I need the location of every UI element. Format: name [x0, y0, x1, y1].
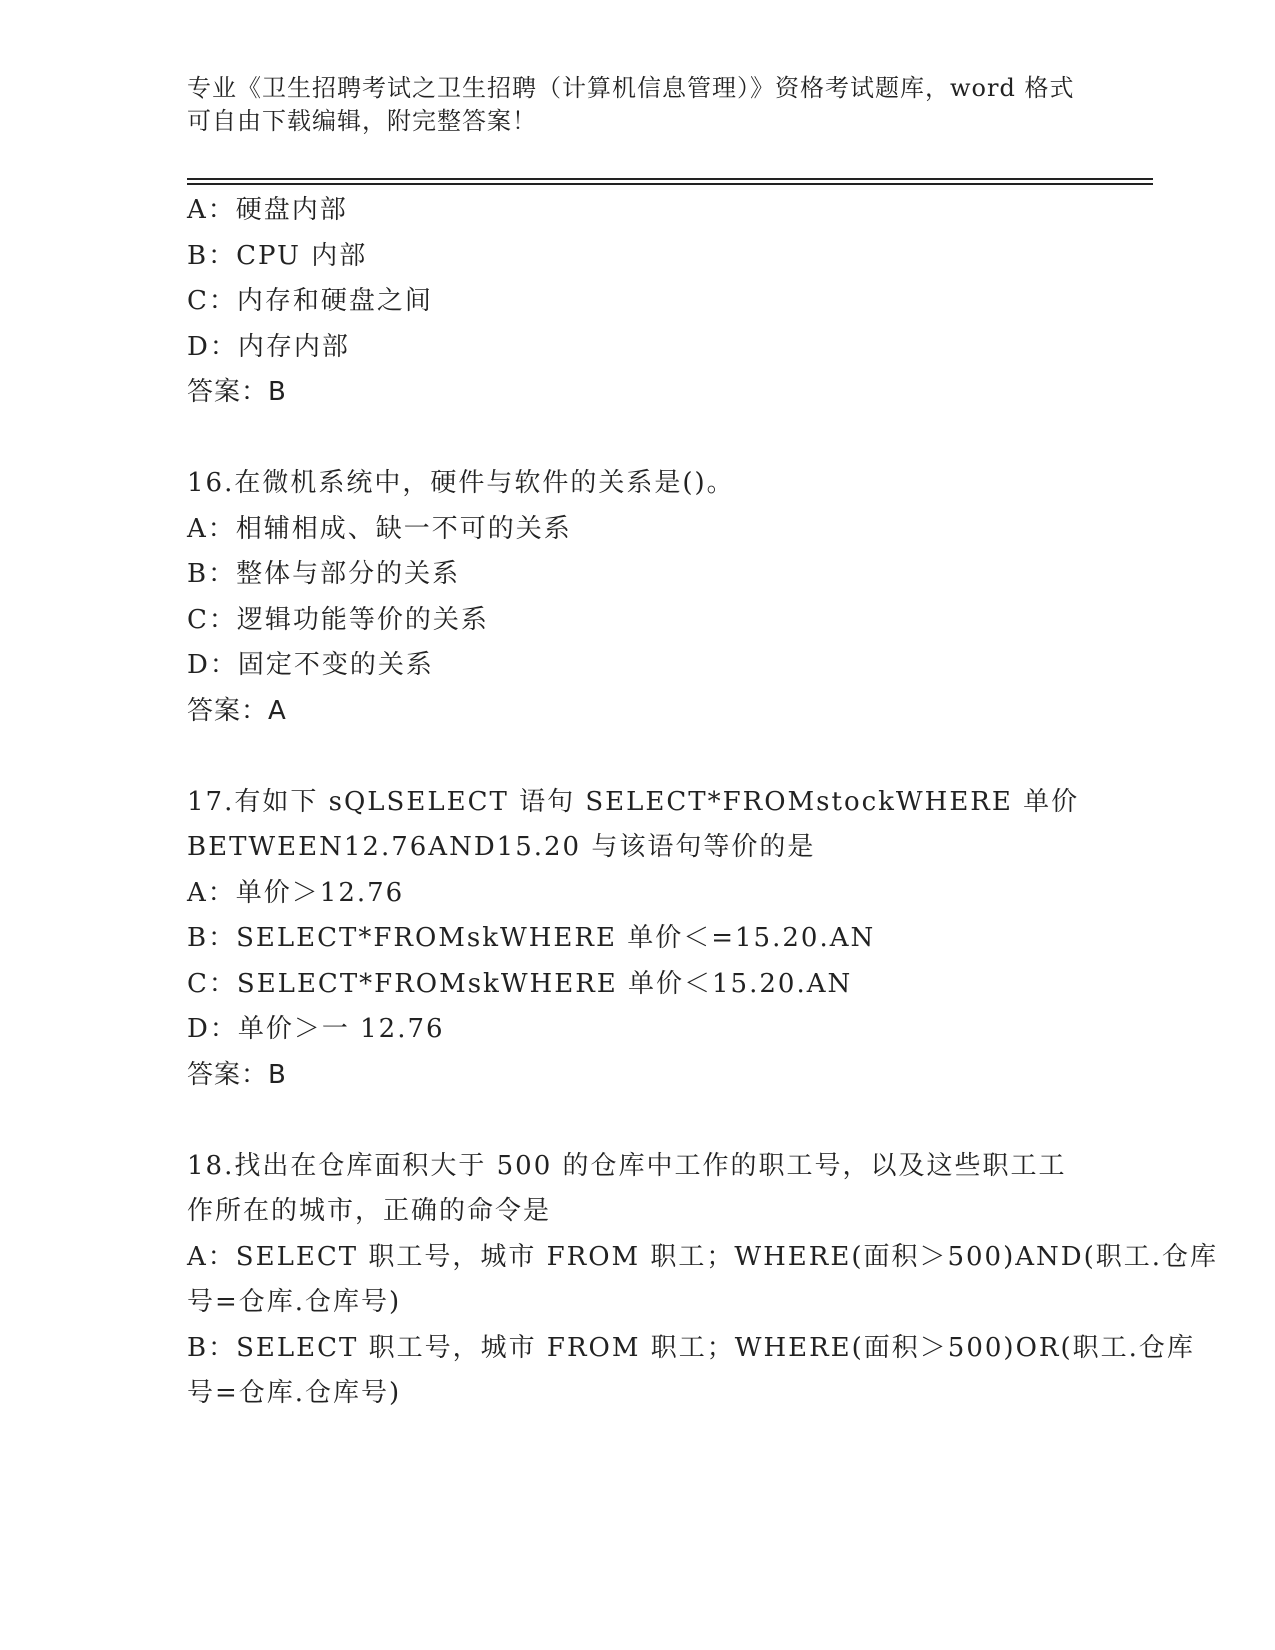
answer-line: 答案：B	[187, 377, 287, 407]
question-text-line-2: 作所在的城市，正确的命令是	[187, 1196, 552, 1226]
option-d: D：固定不变的关系	[187, 650, 434, 680]
spacer	[187, 1098, 1087, 1144]
option-b-line-2: 号=仓库.仓库号)	[187, 1378, 402, 1408]
question-text: 16.在微机系统中，硬件与软件的关系是()。	[187, 468, 735, 498]
question-16-block	[187, 461, 1087, 734]
answer-line: 答案：A	[187, 695, 287, 726]
option-c: C：SELECT*FROMskWHERE 单价＜15.20.AN	[187, 968, 853, 999]
spacer	[187, 416, 1087, 462]
option-c: C：逻辑功能等价的关系	[187, 604, 489, 635]
question-15-block	[187, 188, 1087, 416]
document-header	[187, 72, 1077, 138]
option-b-line-1: B：SELECT 职工号，城市 FROM 职工；WHERE(面积＞500)OR(职工.仓库	[187, 1332, 1195, 1363]
spacer	[187, 734, 1087, 780]
header-line-2: 可自由下载编辑，附完整答案！	[187, 107, 537, 135]
option-b: B：SELECT*FROMskWHERE 单价＜=15.20.AN	[187, 923, 876, 953]
option-a: A：单价＞12.76	[187, 877, 405, 908]
option-b: B：CPU 内部	[187, 240, 368, 271]
header-divider-top	[187, 178, 1153, 180]
option-d: D：单价＞一 12.76	[187, 1014, 445, 1044]
option-a: A：硬盘内部	[187, 195, 348, 225]
option-a: A：相辅相成、缺一不可的关系	[187, 513, 572, 544]
question-17-block	[187, 780, 1087, 1099]
question-text-line-1: 17.有如下 sQLSELECT 语句 SELECT*FROMstockWHERE 单价	[187, 786, 1080, 817]
header-line-1: 专业《卫生招聘考试之卫生招聘（计算机信息管理）》资格考试题库，word 格式	[187, 74, 1075, 102]
option-d: D：内存内部	[187, 331, 350, 362]
question-text-line-2: BETWEEN12.76AND15.20 与该语句等价的是	[187, 832, 816, 862]
option-c: C：内存和硬盘之间	[187, 286, 433, 316]
header-divider-bottom	[187, 183, 1153, 185]
question-text-line-1: 18.找出在仓库面积大于 500 的仓库中工作的职工号，以及这些职工工	[187, 1150, 1067, 1181]
option-b: B：整体与部分的关系	[187, 559, 461, 589]
option-a-line-1: A：SELECT 职工号，城市 FROM 职工；WHERE(面积＞500)AND(职工.仓库	[187, 1241, 1219, 1272]
question-list	[187, 188, 1219, 1417]
option-a-line-2: 号=仓库.仓库号)	[187, 1287, 402, 1317]
answer-line: 答案：B	[187, 1059, 287, 1090]
question-18-block	[187, 1144, 1219, 1417]
